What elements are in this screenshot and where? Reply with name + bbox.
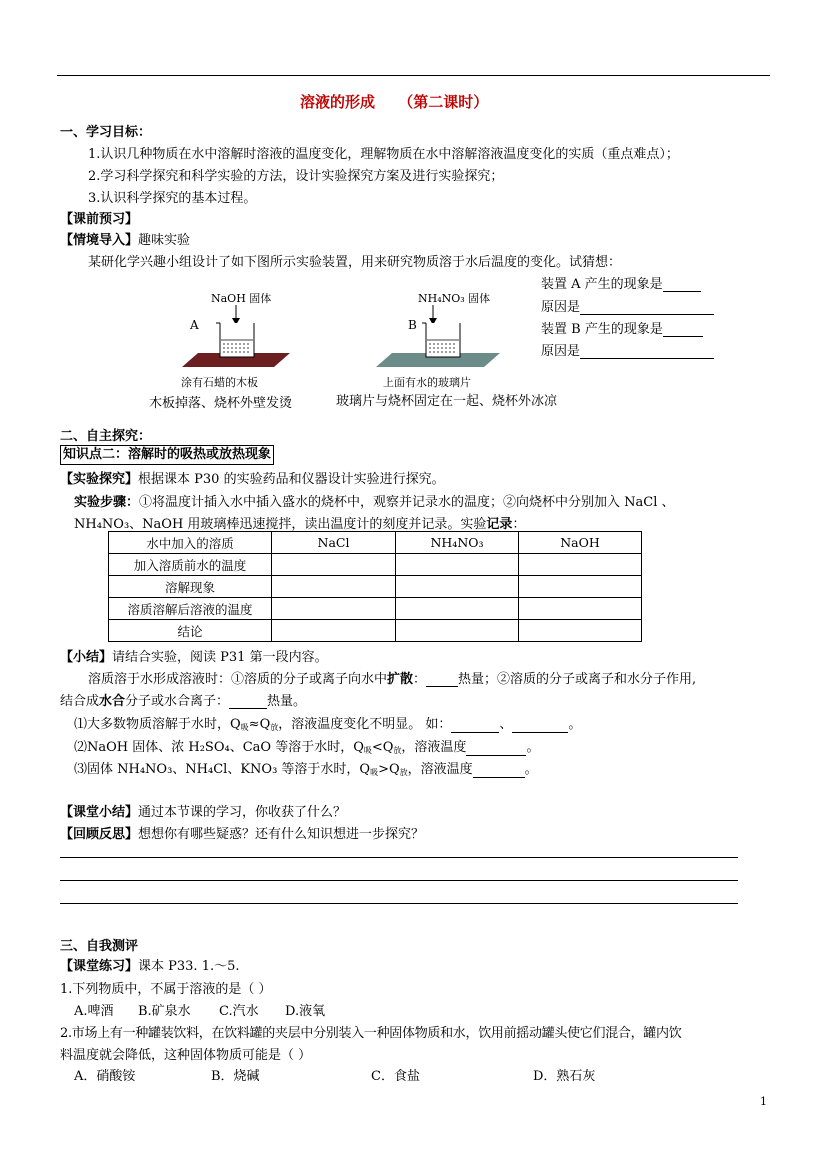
label-b-board: 上面有水的玻璃片 xyxy=(383,376,471,389)
table-row xyxy=(109,576,642,598)
table-cell[interactable] xyxy=(519,620,642,642)
question-b-reason: 原因是 xyxy=(541,340,714,359)
goal-1: 1.认识几种物质在水中溶解时溶液的温度变化，理解物质在水中溶解溶液温度变化的实质（重点难点）； xyxy=(88,147,679,162)
q2-option-c[interactable]: C．食盐 xyxy=(371,1069,420,1084)
exp-tag: 【实验探究】 xyxy=(60,472,139,487)
table-header: 水中加入的溶质 xyxy=(109,532,272,554)
answer-blank[interactable] xyxy=(663,291,701,292)
answer-blank[interactable] xyxy=(512,732,568,733)
item2: ⑵NaOH 固体、浓 H₂SO₄、CaO 等溶于水时，$Q_吸<Q_放$，溶液温度 。 xyxy=(74,740,540,755)
table-cell[interactable] xyxy=(272,554,396,576)
table-cell[interactable] xyxy=(396,620,519,642)
table-header: NH₄NO₃ xyxy=(396,532,519,554)
q1-option-b[interactable]: B.矿泉水 xyxy=(138,1004,191,1019)
para2: 结合成水合分子或水合离子： 热量。 xyxy=(60,694,307,709)
goal-2: 2.学习科学探究和科学实验的方法，设计实验探究方案及进行实验探究； xyxy=(88,169,504,184)
page-number: 1 xyxy=(760,1095,767,1108)
answer-blank[interactable] xyxy=(229,708,267,709)
row-label: 溶解现象 xyxy=(109,576,272,598)
row-label: 溶质溶解后溶液的温度 xyxy=(109,598,272,620)
exp-text: 根据课本 P30 的实验药品和仪器设计实验进行探究。 xyxy=(138,472,445,487)
item3: ⑶固体 NH₄NO₃、NH₄Cl、KNO₃ 等溶于水时，$Q_吸>Q_放$，溶液温度 。 xyxy=(74,762,538,777)
record-table xyxy=(108,531,642,642)
reflect-line: 【回顾反思】想想你有哪些疑惑？还有什么知识想进一步探究？ xyxy=(60,827,425,842)
table-cell[interactable] xyxy=(396,598,519,620)
writing-line[interactable] xyxy=(60,903,738,904)
label-a-solid: NaOH 固体 xyxy=(211,292,272,305)
question-a-phenomenon: 装置 A 产生的现象是 xyxy=(541,273,701,292)
table-cell[interactable] xyxy=(519,598,642,620)
q2-option-d[interactable]: D．熟石灰 xyxy=(533,1069,596,1084)
label-a-board: 涂有石蜡的木板 xyxy=(181,376,258,389)
top-rule xyxy=(57,75,770,76)
question-a-reason: 原因是 xyxy=(541,296,714,315)
answer-blank[interactable] xyxy=(426,686,458,687)
preview-heading: 【课前预习】 xyxy=(60,212,139,227)
question-2-line1: 2.市场上有一种罐装饮料，在饮料罐的夹层中分别装入一种固体物质和水，饮用前摇动罐头使它们混合，罐内饮 xyxy=(60,1026,682,1041)
setup-a xyxy=(182,305,290,367)
table-row xyxy=(109,598,642,620)
setup-b xyxy=(376,305,500,367)
table-cell[interactable] xyxy=(272,598,396,620)
label-a-result: 木板掉落、烧杯外壁发烫 xyxy=(149,396,293,411)
steps-line2 xyxy=(74,513,525,532)
answer-blank[interactable] xyxy=(466,755,526,756)
table-header: NaCl xyxy=(272,532,396,554)
label-b-solid: NH₄NO₃ 固体 xyxy=(418,292,491,305)
section1-heading: 一、学习目标： xyxy=(60,125,152,140)
table-cell[interactable] xyxy=(272,620,396,642)
intro-desc: 某研化学兴趣小组设计了如下图所示实验装置，用来研究物质溶于水后温度的变化。试猜想： xyxy=(88,255,622,270)
row-label: 结论 xyxy=(109,620,272,642)
class-summary-line: 【课堂小结】通过本节课的学习，你收获了什么？ xyxy=(60,805,347,820)
summary-line xyxy=(60,646,328,665)
steps-text2: NH₄NO₃、NaOH 用玻璃棒迅速搅拌，读出温度计的刻度并记录。实验 xyxy=(74,517,487,532)
page-title xyxy=(300,91,488,112)
practice-line: 【课堂练习】课本 P33. 1.～5. xyxy=(60,959,240,974)
table-cell[interactable] xyxy=(519,576,642,598)
item1: ⑴大多数物质溶解于水时，$Q_吸\approx Q_放$，溶液温度变化不明显。 如： 、 。 xyxy=(74,717,582,732)
exp-line xyxy=(60,468,445,487)
answer-blank[interactable] xyxy=(580,358,714,359)
answer-blank[interactable] xyxy=(580,314,714,315)
q2-option-b[interactable]: B．烧碱 xyxy=(211,1069,260,1084)
title-sub: （第二课时） xyxy=(398,93,489,111)
intro-tag: 【情境导入】 xyxy=(60,233,139,248)
answer-blank[interactable] xyxy=(663,336,703,337)
record-word: 记录 xyxy=(486,517,513,532)
steps-text1: ①将温度计插入水中插入盛水的烧杯中，观察并记录水的温度；②向烧杯中分别加入 NaCl 、 xyxy=(139,495,675,510)
steps-label: 实验步骤： xyxy=(74,495,140,510)
q1-option-a[interactable]: A.啤酒 xyxy=(74,1004,114,1019)
goal-3: 3.认识科学探究的基本过程。 xyxy=(88,191,257,206)
section3-heading: 三、自我测评 xyxy=(60,939,139,954)
table-row xyxy=(109,620,642,642)
record-colon: ： xyxy=(512,517,526,532)
q2-option-a[interactable]: A．硝酸铵 xyxy=(74,1069,136,1084)
row-label: 加入溶质前水的温度 xyxy=(109,554,272,576)
summary-tag: 【小结】 xyxy=(60,650,113,665)
table-cell[interactable] xyxy=(519,554,642,576)
knowledge-point-box: 知识点二：溶解时的吸热或放热现象 xyxy=(60,445,274,465)
q1-option-d[interactable]: D.液氧 xyxy=(285,1004,326,1019)
table-header: NaOH xyxy=(519,532,642,554)
answer-blank[interactable] xyxy=(473,777,525,778)
table-row xyxy=(109,554,642,576)
table-cell[interactable] xyxy=(396,576,519,598)
label-b-result: 玻璃片与烧杯固定在一起、烧杯外冰凉 xyxy=(336,394,558,409)
table-cell[interactable] xyxy=(396,554,519,576)
writing-line[interactable] xyxy=(60,857,738,858)
section2-heading: 二、自主探究： xyxy=(60,429,152,444)
label-a: A xyxy=(190,318,199,332)
para1: 溶质溶于水形成溶液时：①溶质的分子或离子向水中扩散： 热量；②溶质的分子或离子和水分子作用, xyxy=(88,672,697,687)
table-header-row xyxy=(109,532,642,554)
writing-line[interactable] xyxy=(60,880,738,881)
title-main: 溶液的形成 xyxy=(300,93,376,111)
label-b: B xyxy=(408,318,417,332)
question-1: 1.下列物质中，不属于溶液的是（ ） xyxy=(60,982,272,997)
answer-blank[interactable] xyxy=(451,732,499,733)
intro-line xyxy=(60,229,190,248)
steps-line1 xyxy=(74,491,675,510)
question-2-line2: 料温度就会降低，这种固体物质可能是（ ） xyxy=(60,1048,312,1063)
table-cell[interactable] xyxy=(272,576,396,598)
q1-option-c[interactable]: C.汽水 xyxy=(219,1004,259,1019)
question-b-phenomenon: 装置 B 产生的现象是 xyxy=(541,318,703,337)
intro-text: 趣味实验 xyxy=(138,233,191,248)
summary-text: 请结合实验，阅读 P31 第一段内容。 xyxy=(112,650,328,665)
